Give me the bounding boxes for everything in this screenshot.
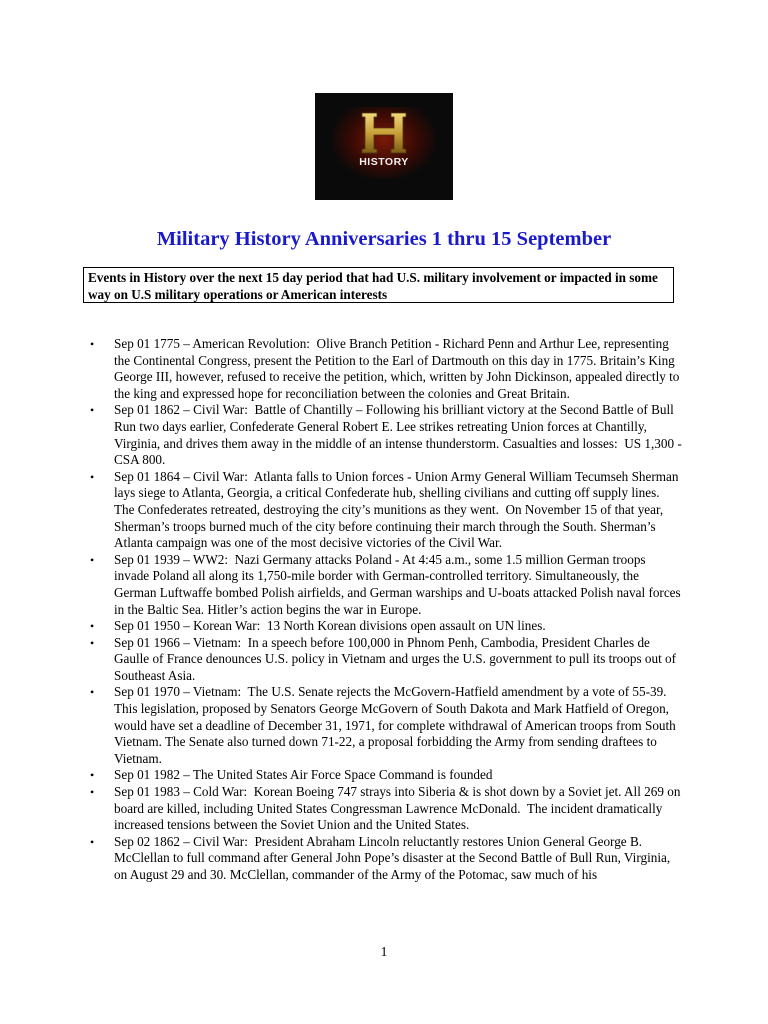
logo-text: HISTORY [359,156,409,168]
event-item [88,552,682,618]
event-text: Sep 01 1862 – Civil War: Battle of Chantilly – Following his brilliant victory at the Second Battle of Bull Run two days earlier, Confederate General Robert E. Lee strikes retreating Union forces at Chantilly, Virginia, and drives them away in the middle of an intense thunderstorm. Casualties and losses: US 1,300 - CSA 800. [114,402,682,468]
event-text: Sep 01 1966 – Vietnam: In a speech before 100,000 in Phnom Penh, Cambodia, President Charles de Gaulle of France denounces U.S. policy in Vietnam and urges the U.S. government to pull its troops out of Southeast Asia. [114,634,677,683]
bullet-icon: • [90,768,95,783]
events-list [88,336,682,884]
event-item [88,635,682,685]
event-text: Sep 02 1862 – Civil War: President Abraham Lincoln reluctantly restores Union General George B. McClellan to full command after General John Pope’s disaster at the Second Battle of Bull Run, Virginia, on August 29 and 30. McClellan, commander of the Army of the Potomac, saw much of his [114,833,671,882]
intro-text: Events in History over the next 15 day period that had U.S. military involvement or impacted in some way on U.S military operations or American interests [88,270,658,302]
event-text: Sep 01 1775 – American Revolution: Olive Branch Petition - Richard Penn and Arthur Lee, representing the Continental Congress, present the Petition to the Earl of Dartmouth on this day in 1775. Britain’s King George III, however, refused to receive the petition, which, written by John Dickinson, appealed directly to the king and expressed hope for reconciliation between the colonies and Great Britain. [114,336,680,401]
intro-box [83,267,674,303]
page-number: 1 [380,944,388,959]
event-item [88,618,682,635]
event-text: Sep 01 1983 – Cold War: Korean Boeing 747 strays into Siberia & is shot down by a Soviet jet. All 269 on board are killed, including United States Congressman Lawrence McDonald. The incident dramatically increased tensions between the Soviet Union and the United States. [114,784,681,833]
event-item [88,469,682,552]
bullet-icon: • [90,619,95,634]
history-logo [315,93,453,200]
event-text: Sep 01 1950 – Korean War: 13 North Korean divisions open assault on UN lines. [114,618,546,634]
event-text: Sep 01 1982 – The United States Air Force Space Command is founded [114,767,493,783]
bullet-icon: • [90,469,95,484]
event-text: Sep 01 1970 – Vietnam: The U.S. Senate rejects the McGovern-Hatfield amendment by a vote of 55-39. This legislation, proposed by Senators George McGovern of South Dakota and Mark Hatfield of Oregon, would have set a deadline of December 31, 1971, for complete withdrawal of American troops from South Vietnam. The Senate also turned down 71-22, a proposal forbidding the Army from sending draftees to Vietnam. [114,684,676,766]
bullet-icon: • [90,785,95,800]
page-title: Military History Anniversaries 1 thru 15 September [156,228,612,250]
event-item [88,834,682,884]
event-item [88,767,682,784]
event-text: Sep 01 1864 – Civil War: Atlanta falls to Union forces - Union Army General William Tecumseh Sherman lays siege to Atlanta, Georgia, a critical Confederate hub, shelling civilians and cutting off supply lines. The Confederates retreated, destroying the city’s munitions as they went. On November 15 of that year, Sherman’s troops burned much of the city before continuing their march through the South. Sherman’s Atlanta campaign was one of the most decisive victories of the Civil War. [114,468,679,551]
history-h-emblem-icon [358,111,410,155]
event-item [88,784,682,834]
bullet-icon: • [90,552,95,567]
bullet-icon: • [90,403,95,418]
event-text: Sep 01 1939 – WW2: Nazi Germany attacks Poland - At 4:45 a.m., some 1.5 million German troops invade Poland all along its 1,750-mile border with German-controlled territory. Simultaneously, the German Luftwaffe bombed Polish airfields, and German warships and U-boats attacked Polish naval forces in the Baltic Sea. Hitler’s action begins the war in Europe. [114,551,681,617]
bullet-icon: • [90,834,95,849]
bullet-icon: • [90,685,95,700]
bullet-icon: • [90,635,95,650]
event-item [88,402,682,468]
event-item [88,684,682,767]
event-item [88,336,682,402]
bullet-icon: • [90,337,95,351]
